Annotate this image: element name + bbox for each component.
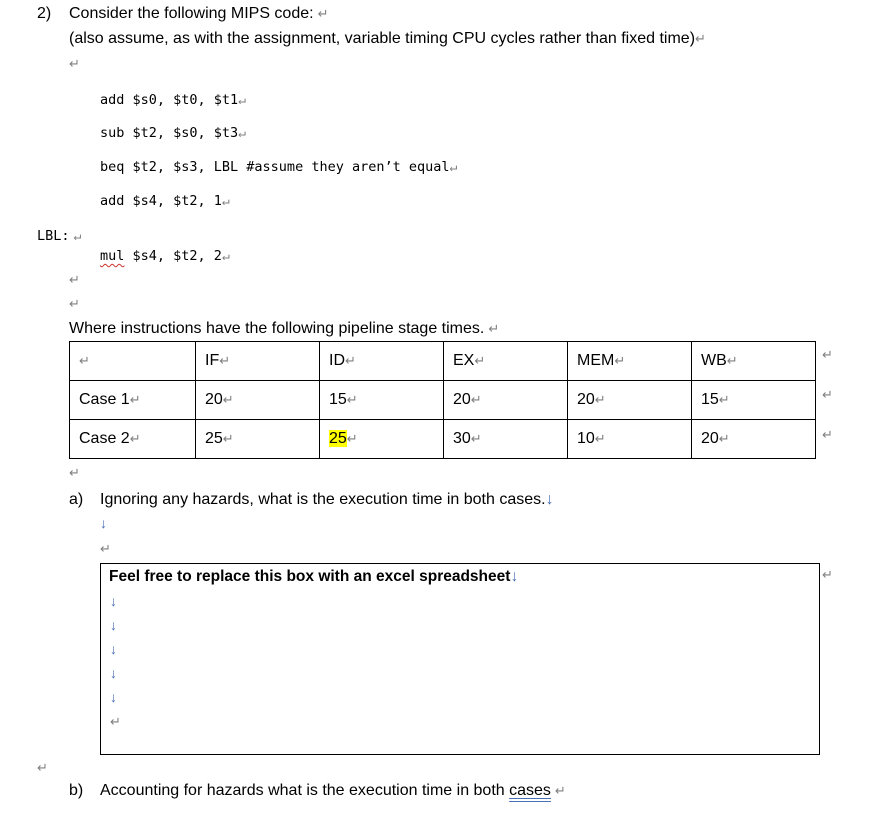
question-title: Consider the following MIPS code: ↵ (69, 5, 329, 22)
table-row (70, 420, 816, 459)
table-cell: 20↵ (692, 420, 816, 459)
table-cell: 10↵ (568, 420, 692, 459)
table-row (70, 381, 816, 420)
part-a-label: a) (69, 491, 84, 508)
line-break-mark: ↓ (110, 641, 117, 657)
pipeline-stage-table (69, 341, 816, 459)
table-cell: 20↵ (444, 381, 568, 420)
paragraph-mark: ↵ (69, 56, 80, 71)
code-line-3: beq $t2, $s3, LBL #assume they aren’t equal↵ (100, 159, 458, 175)
line-break-mark: ↓ (110, 617, 117, 633)
table-cell: 30↵ (444, 420, 568, 459)
paragraph-mark: ↵ (37, 760, 48, 775)
code-line-4: add $s4, $t2, 1↵ (100, 193, 230, 209)
part-b-question: Accounting for hazards what is the execution time in both cases ↵ (100, 782, 566, 799)
table-cell: Case 1↵ (70, 381, 196, 420)
table-cell: 20↵ (196, 381, 320, 420)
line-break-mark: ↓ (110, 665, 117, 681)
table-header-row (70, 342, 816, 381)
question-number: 2) (37, 5, 52, 22)
table-header-cell: WB↵ (692, 342, 816, 381)
table-header-cell: IF↵ (196, 342, 320, 381)
table-header-cell: MEM↵ (568, 342, 692, 381)
code-line-2: sub $t2, $s0, $t3↵ (100, 125, 246, 141)
code-line-5: mul $s4, $t2, 2↵ (100, 248, 230, 264)
paragraph-mark: ↵ (100, 541, 111, 556)
code-label: LBL: ↵ (37, 228, 82, 244)
paragraph-mark: ↵ (69, 465, 80, 480)
answer-box-prompt: Feel free to replace this box with an excel spreadsheet↓ (109, 568, 519, 585)
question-note: (also assume, as with the assignment, variable timing CPU cycles rather than fixed time)↵ (69, 30, 706, 47)
line-break-mark: ↓ (110, 689, 117, 705)
table-cell: 15↵ (320, 381, 444, 420)
line-break-mark: ↓ (110, 593, 117, 609)
table-intro: Where instructions have the following pipeline stage times. ↵ (69, 320, 500, 337)
highlighted-value: 25 (329, 430, 347, 447)
part-b-label: b) (69, 782, 84, 799)
paragraph-mark: ↵ (110, 714, 121, 729)
paragraph-mark: ↵ (69, 296, 80, 311)
row-end-mark: ↵ (822, 567, 833, 582)
table-header-cell: ↵ (70, 342, 196, 381)
row-end-mark: ↵ (822, 347, 833, 362)
code-line-1: add $s0, $t0, $t1↵ (100, 92, 246, 108)
line-break-mark: ↓ (100, 515, 107, 531)
table-cell: 25↵ (320, 420, 444, 459)
table-header-cell: EX↵ (444, 342, 568, 381)
paragraph-mark: ↵ (69, 272, 80, 287)
table-cell: 20↵ (568, 381, 692, 420)
table-cell: 15↵ (692, 381, 816, 420)
table-cell: Case 2↵ (70, 420, 196, 459)
table-header-cell: ID↵ (320, 342, 444, 381)
answer-box[interactable] (100, 563, 820, 755)
table-cell: 25↵ (196, 420, 320, 459)
row-end-mark: ↵ (822, 387, 833, 402)
part-a-question: Ignoring any hazards, what is the execution time in both cases.↓ (100, 491, 554, 508)
row-end-mark: ↵ (822, 427, 833, 442)
